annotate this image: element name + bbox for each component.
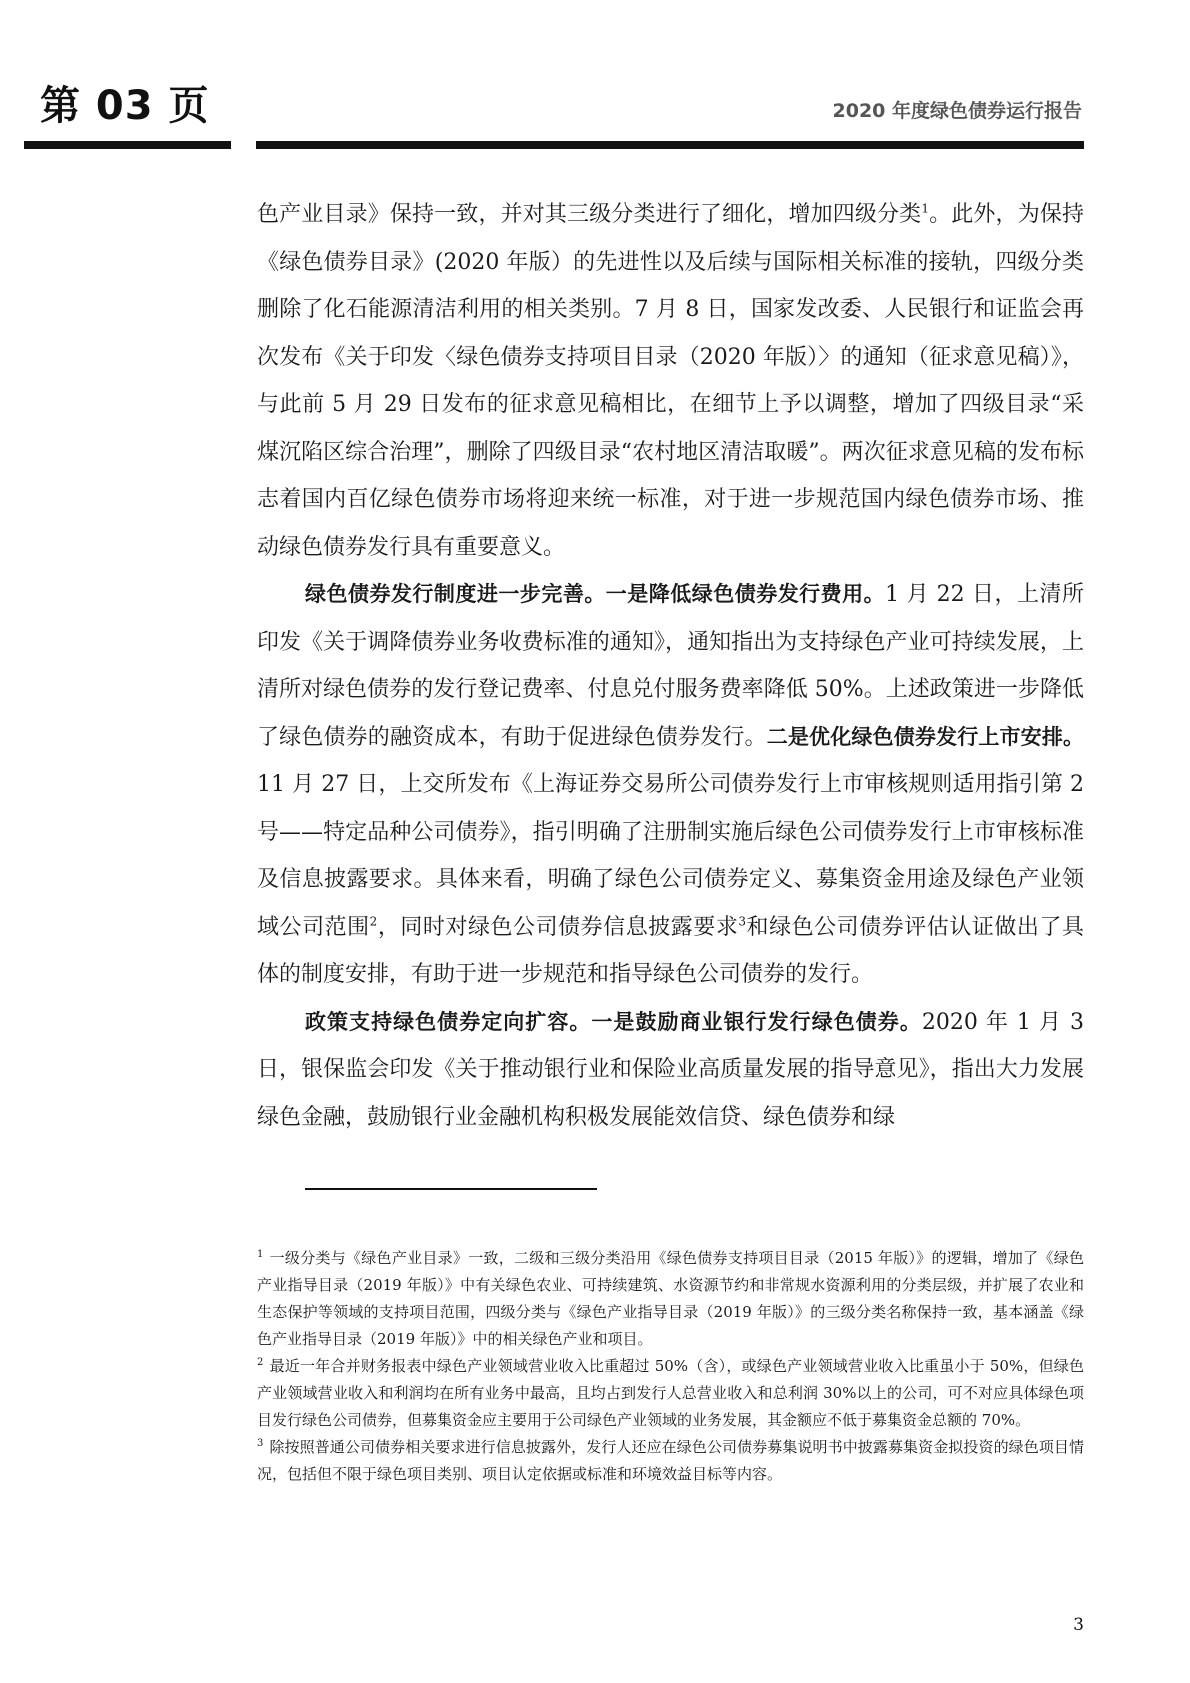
footnote-rule bbox=[305, 1188, 597, 1190]
paragraph-2-text-c: ，同时对绿色公司债券信息披露要求 bbox=[377, 914, 739, 940]
paragraph-2-text-d: 和绿色公司债券评估认证做出了具体的制度安排，有助于进一步规范和指导绿色公司债券的发行。 bbox=[257, 914, 1084, 987]
footnote-3 bbox=[257, 1434, 1084, 1488]
footnotes bbox=[257, 1245, 1084, 1488]
body-text bbox=[257, 191, 1084, 1141]
footnote-ref-3[interactable]: 3 bbox=[738, 914, 746, 929]
footnote-text-3: 除按照普通公司债券相关要求进行信息披露外，发行人还应在绿色公司债券募集说明书中披露募集资金拟投资的绿色项目情况，包括但不限于绿色项目类别、项目认定依据或标准和环境效益目标等内容。 bbox=[257, 1438, 1084, 1483]
footnote-mark-2: 2 bbox=[257, 1357, 264, 1368]
paragraph-1-text-b: 。此外，为保持《绿色债券目录》(2020 年版）的先进性以及后续与国际相关标准的接轨，四级分类删除了化石能源清洁利用的相关类别。7 月 8 日，国家发改委、人民银行和证监会再次发布《关于印发〈绿色债券支持项目目录（2020 年版）〉的通知（征求意见稿）》，与此前 5 月 29 日发布的征求意见稿相比，在细节上予以调整，增加了四级目录“采煤沉陷区综合治理”，删除了四级目录“农村地区清洁取暖”。两次征求意见稿的发布标志着国内百亿绿色债券市场将迎来统一标准，对于进一步规范国内绿色债券市场、推动绿色债券发行具有重要意义。 bbox=[257, 202, 1084, 560]
paragraph-1 bbox=[257, 191, 1084, 571]
page-label: 第 03 页 bbox=[40, 83, 210, 129]
paragraph-3 bbox=[257, 999, 1084, 1142]
footnote-text-1: 一级分类与《绿色产业目录》一致，二级和三级分类沿用《绿色债券支持项目目录（2015 年版）》的逻辑，增加了《绿色产业指导目录（2019 年版）》中有关绿色农业、可持续建筑、水资源节约和非常规水资源利用的分类层级，并扩展了农业和生态保护等领域的支持项目范围，四级分类与《绿色产业指导目录（2019 年版）》的三级分类名称保持一致，基本涵盖《绿色产业指导目录（2019 年版）》中的相关绿色产业和项目。 bbox=[257, 1249, 1084, 1348]
paragraph-2-text-b: 11 月 27 日，上交所发布《上海证券交易所公司债券发行上市审核规则适用指引第 2 号——特定品种公司债券》，指引明确了注册制实施后绿色公司债券发行上市审核标准及信息披露要求。具体来看，明确了绿色公司债券定义、募集资金用途及绿色产业领域公司范围 bbox=[257, 772, 1084, 940]
header-rule-right bbox=[256, 141, 1084, 149]
paragraph-3-heading: 政策支持绿色债券定向扩容。一是鼓励商业银行发行绿色债券。 bbox=[305, 1009, 922, 1034]
footnote-ref-1[interactable]: 1 bbox=[921, 201, 929, 216]
paragraph-2-heading: 绿色债券发行制度进一步完善。一是降低绿色债券发行费用。 bbox=[305, 582, 886, 606]
page-number: 3 bbox=[1073, 1615, 1084, 1635]
footnote-ref-2[interactable]: 2 bbox=[369, 914, 378, 929]
paragraph-2-text-a: 1 月 22 日，上清所印发《关于调降债券业务收费标准的通知》，通知指出为支持绿色产业可持续发展，上清所对绿色债券的发行登记费率、付息兑付服务费率降低 50%。上述政策进一步降低了绿色债券的融资成本，有助于促进绿色债券发行。 bbox=[257, 582, 1084, 750]
footnote-2 bbox=[257, 1353, 1084, 1434]
paragraph-1-text-a: 色产业目录》保持一致，并对其三级分类进行了细化，增加四级分类 bbox=[257, 202, 922, 227]
footnote-mark-3: 3 bbox=[257, 1438, 264, 1449]
paragraph-2-subheading: 二是优化绿色债券发行上市安排。 bbox=[766, 724, 1084, 749]
footnote-text-2: 最近一年合并财务报表中绿色产业领域营业收入比重超过 50%（含），或绿色产业领域营业收入比重虽小于 50%，但绿色产业领域营业收入和利润均在所有业务中最高，且均占到发行人总营业收入和总利润 30%以上的公司，可不对应具体绿色项目发行绿色公司债券，但募集资金应主要用于公司绿色产业领域的业务发展，其金额应不低于募集资金总额的 70%。 bbox=[257, 1357, 1084, 1429]
footnote-1 bbox=[257, 1245, 1084, 1353]
report-title: 2020 年度绿色债券运行报告 bbox=[832, 100, 1082, 122]
paragraph-3-text: 2020 年 1 月 3 日，银保监会印发《关于推动银行业和保险业高质量发展的指导意见》，指出大力发展绿色金融，鼓励银行业金融机构积极发展能效信贷、绿色债券和绿 bbox=[257, 1009, 1084, 1130]
paragraph-2 bbox=[257, 571, 1084, 999]
header-rule-left bbox=[24, 141, 231, 149]
footnote-mark-1: 1 bbox=[257, 1249, 264, 1260]
